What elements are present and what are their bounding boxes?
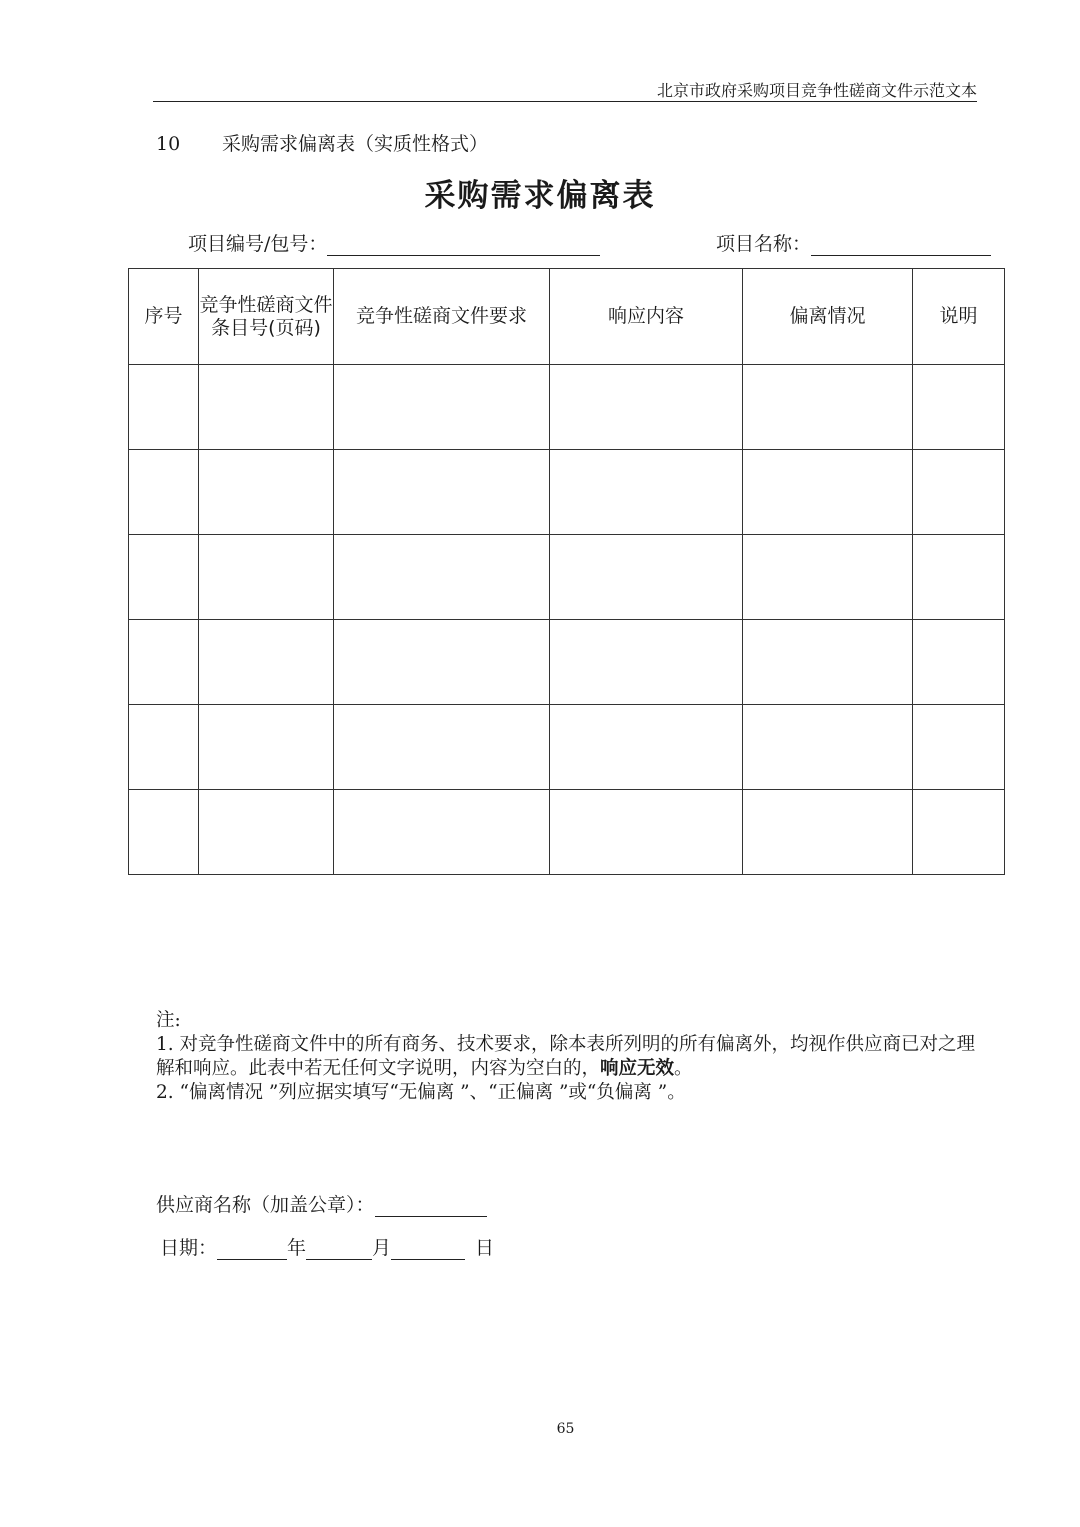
column-header: 偏离情况 <box>743 269 913 365</box>
date-field <box>160 1233 494 1260</box>
table-cell <box>129 705 199 790</box>
table-cell <box>743 535 913 620</box>
table-cell <box>334 705 550 790</box>
table-cell <box>334 790 550 875</box>
project-number-label: 项目编号/包号： <box>188 233 328 255</box>
table-cell <box>199 790 334 875</box>
table-cell <box>743 705 913 790</box>
project-name-blank <box>811 235 991 256</box>
table-row <box>129 450 1005 535</box>
table-cell <box>550 790 743 875</box>
table-cell <box>129 450 199 535</box>
table-row <box>129 705 1005 790</box>
column-header: 说明 <box>913 269 1005 365</box>
day-label: 日 <box>475 1237 495 1259</box>
table-cell <box>743 620 913 705</box>
table-cell <box>199 705 334 790</box>
month-blank <box>306 1241 372 1260</box>
table-cell <box>199 535 334 620</box>
column-header: 竞争性磋商文件要求 <box>334 269 550 365</box>
project-name-label: 项目名称： <box>716 233 812 255</box>
table-cell <box>129 620 199 705</box>
table-row <box>129 620 1005 705</box>
notes-heading: 注: <box>156 1010 181 1031</box>
table-cell <box>550 705 743 790</box>
table-cell <box>913 450 1005 535</box>
table-cell <box>913 620 1005 705</box>
table-row <box>129 365 1005 450</box>
note-1 <box>156 1033 986 1081</box>
column-header: 序号 <box>129 269 199 365</box>
running-header-title: 北京市政府采购项目竞争性磋商文件示范文本 <box>656 81 977 100</box>
table-cell <box>199 365 334 450</box>
table-row <box>129 535 1005 620</box>
table-cell <box>913 535 1005 620</box>
table-cell <box>199 620 334 705</box>
table-cell <box>913 790 1005 875</box>
table-cell <box>913 705 1005 790</box>
table-row <box>129 790 1005 875</box>
note-2: 2. “偏离情况 ”列应据实填写“无偏离 ”、“正偏离 ”或“负偏离 ”。 <box>156 1082 686 1103</box>
supplier-name-label: 供应商名称（加盖公章）： <box>156 1194 375 1216</box>
table-header-row <box>129 269 1005 365</box>
table-cell <box>743 790 913 875</box>
table-cell <box>550 535 743 620</box>
form-title: 采购需求偏离表 <box>424 178 656 214</box>
project-number-field <box>188 229 600 256</box>
table-cell <box>334 365 550 450</box>
page-number: 65 <box>556 1421 575 1437</box>
deviation-table <box>128 268 1005 875</box>
note-1-end: 。 <box>674 1058 693 1079</box>
supplier-name-blank <box>375 1198 487 1217</box>
project-number-blank <box>327 235 600 256</box>
table-cell <box>199 450 334 535</box>
year-label: 年 <box>287 1237 307 1259</box>
supplier-field <box>156 1190 487 1217</box>
year-blank <box>217 1241 287 1260</box>
day-blank <box>391 1241 465 1260</box>
table-cell <box>743 365 913 450</box>
column-header: 竞争性磋商文件条目号(页码) <box>199 269 334 365</box>
table-cell <box>334 620 550 705</box>
table-cell <box>129 535 199 620</box>
table-cell <box>334 450 550 535</box>
section-heading <box>156 129 488 156</box>
section-number: 10 <box>156 133 181 155</box>
table-cell <box>550 620 743 705</box>
note-1-emphasis: 响应无效 <box>600 1058 675 1079</box>
notes-block <box>156 1009 986 1105</box>
header-rule <box>153 101 977 102</box>
column-header: 响应内容 <box>550 269 743 365</box>
date-label: 日期： <box>160 1237 218 1259</box>
section-title: 采购需求偏离表（实质性格式） <box>222 133 489 155</box>
table-cell <box>743 450 913 535</box>
table-cell <box>913 365 1005 450</box>
project-name-field <box>716 229 991 256</box>
month-label: 月 <box>372 1237 392 1259</box>
table-cell <box>129 790 199 875</box>
note-1-text: 1. 对竞争性磋商文件中的所有商务、技术要求，除本表所列明的所有偏离外，均视作供应商已对之理解和响应。此表中若无任何文字说明，内容为空白的， <box>156 1034 976 1079</box>
table-cell <box>129 365 199 450</box>
table-cell <box>334 535 550 620</box>
table-cell <box>550 365 743 450</box>
table-cell <box>550 450 743 535</box>
